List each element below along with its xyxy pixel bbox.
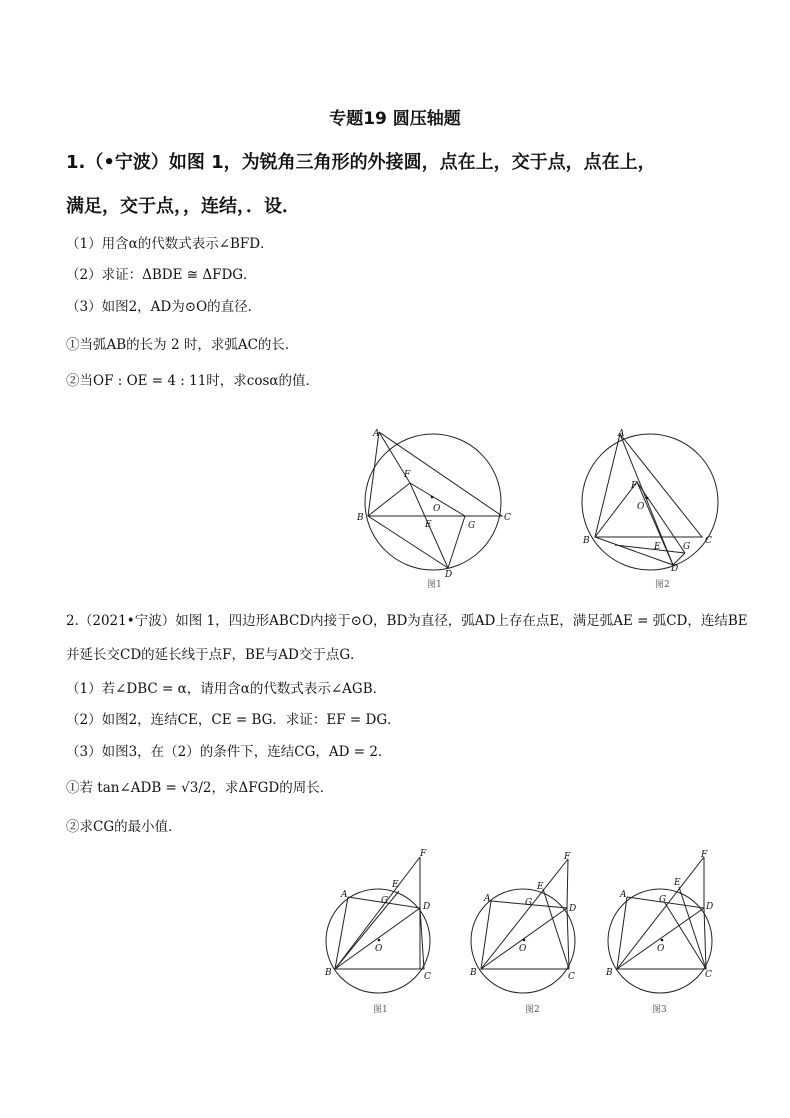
- q2f1-label-b: B: [325, 968, 332, 978]
- q2f2-label-g: G: [525, 898, 533, 908]
- q1f2-label-c: C: [705, 536, 712, 546]
- q1-part3-sub2: ②当OF : OE = 4 : 11时，求cosα的值．: [66, 373, 320, 389]
- q2f3-label-e: E: [674, 878, 681, 888]
- q1-heading-line2: 满足，交于点，，连结，．设．: [66, 196, 300, 217]
- q2f2-label-f: F: [564, 852, 571, 862]
- q2f3-label-g: G: [659, 895, 667, 905]
- q2-fig1-caption: 图1: [373, 1005, 388, 1015]
- q1f1-label-o: O: [433, 504, 441, 514]
- q1-part1: （1）用含α的代数式表示∠BFD．: [66, 236, 274, 252]
- q1f2-label-f: F: [631, 481, 638, 491]
- q1f2-label-a: A: [618, 429, 625, 439]
- q1f2-label-o: O: [637, 502, 645, 512]
- q1-fig1-caption: 图1: [427, 580, 442, 590]
- q2f2-label-o: O: [519, 944, 527, 954]
- q1-heading-line1: 1.（•宁波）如图 1，为锐角三角形的外接圆，点在上，交于点，点在上，: [66, 152, 656, 173]
- q1f1-label-b: B: [357, 513, 364, 523]
- q2-heading-line2: 并延长交CD的延长线于点F，BE与AD交于点G．: [66, 647, 364, 663]
- q1-figure-1: [355, 425, 515, 590]
- q2f1-label-c: C: [424, 972, 431, 982]
- q2-part2: （2）如图2，连结CE，CE = BG．求证：EF = DG．: [66, 712, 401, 728]
- q1f2-label-d: D: [671, 564, 679, 574]
- page-title: 专题19 圆压轴题: [329, 109, 461, 129]
- q2f3-label-f: F: [701, 850, 708, 860]
- q1-figure-2: [575, 425, 730, 590]
- q2-figure-1: [318, 845, 443, 1020]
- q2-heading-line1: 2.（2021•宁波）如图 1，四边形ABCD内接于⊙O，BD为直径，弧AD上存在点E，满足弧AE = 弧CD，连结BE: [66, 613, 748, 629]
- q2f1-label-a: A: [341, 890, 348, 900]
- q1f2-label-e: E: [654, 542, 661, 552]
- q2-part3: （3）如图3，在（2）的条件下，连结CG，AD = 2．: [66, 744, 392, 760]
- q2-part1: （1）若∠DBC = α，请用含α的代数式表示∠AGB．: [66, 681, 387, 697]
- q1-fig2-caption: 图2: [655, 580, 670, 590]
- q2f3-label-d: D: [706, 902, 714, 912]
- q2-figure-3: [605, 845, 730, 1020]
- q1f1-label-c: C: [504, 513, 511, 523]
- q2f3-label-c: C: [705, 970, 712, 980]
- q2-fig2-caption: 图2: [525, 1005, 540, 1015]
- q1f1-label-a: A: [373, 429, 380, 439]
- q1f1-label-g: G: [468, 521, 476, 531]
- q2f3-label-o: O: [657, 944, 665, 954]
- q2f1-label-f: F: [420, 849, 427, 859]
- q1f1-label-f: F: [404, 470, 411, 480]
- q2-figure-2: [465, 845, 590, 1020]
- q2f1-label-g: G: [381, 896, 389, 906]
- q1f2-label-b: B: [583, 536, 590, 546]
- q2f2-label-e: E: [537, 882, 544, 892]
- q2f2-label-b: B: [470, 968, 477, 978]
- q2f1-label-d: D: [423, 902, 431, 912]
- q2f3-label-b: B: [606, 968, 613, 978]
- q2-fig3-caption: 图3: [652, 1005, 667, 1015]
- q2f1-label-o: O: [375, 944, 383, 954]
- q1-part3: （3）如图2，AD为⊙O的直径．: [66, 299, 262, 315]
- q1-part2: （2）求证：ΔBDE ≅ ΔFDG．: [66, 267, 257, 283]
- q1f2-label-g: G: [683, 542, 691, 552]
- q1f1-label-e: E: [425, 520, 432, 530]
- q2-part3-sub2: ②求CG的最小值．: [66, 819, 182, 835]
- q2f1-label-e: E: [392, 880, 399, 890]
- q1f1-label-d: D: [445, 570, 453, 580]
- q1-part3-sub1: ①当弧AB的长为 2 时，求弧AC的长．: [66, 337, 299, 353]
- q2-part3-sub1: ①若 tan∠ADB = √3/2，求ΔFGD的周长．: [66, 780, 334, 796]
- q2f2-label-a: A: [484, 894, 491, 904]
- q2f3-label-a: A: [620, 890, 627, 900]
- q2f2-label-c: C: [568, 972, 575, 982]
- q2f2-label-d: D: [569, 904, 577, 914]
